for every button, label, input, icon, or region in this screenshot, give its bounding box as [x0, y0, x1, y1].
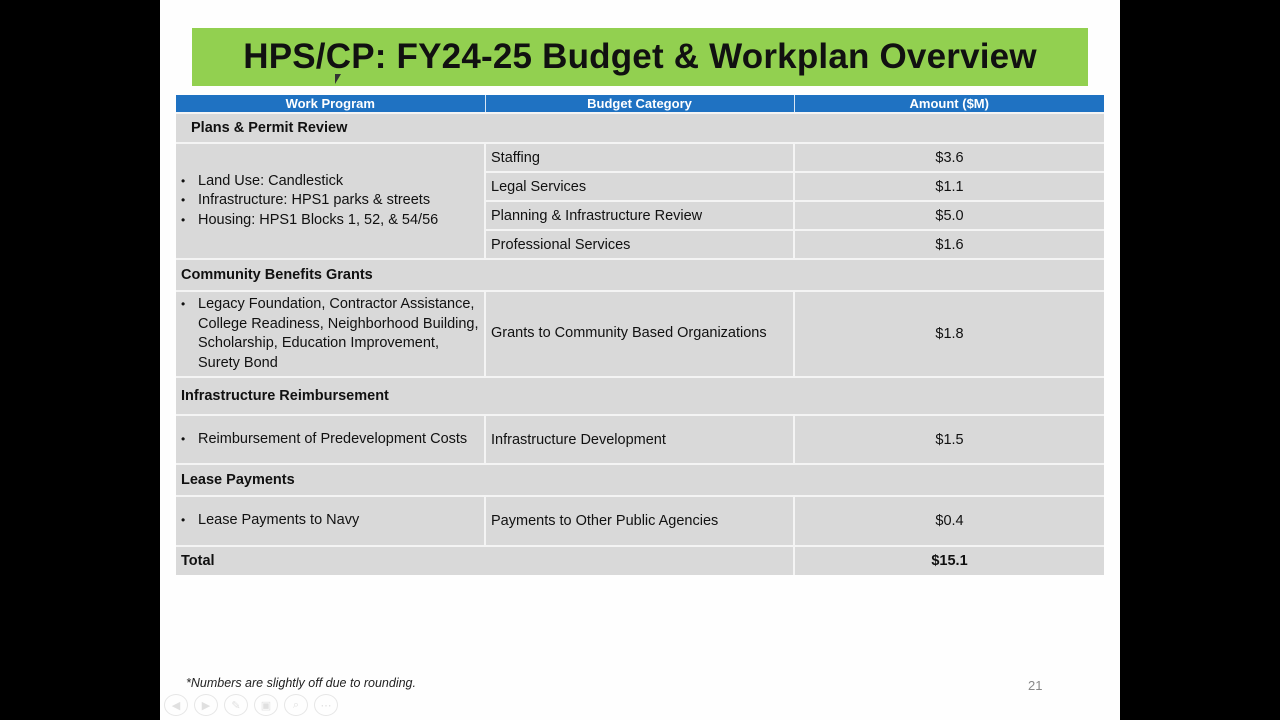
pen-icon[interactable]: ✎ — [224, 694, 248, 716]
total-row — [176, 546, 1104, 575]
work-program-cell — [176, 291, 485, 377]
header-work-program: Work Program — [176, 95, 485, 113]
table-row — [176, 496, 1104, 546]
section-row — [176, 464, 1104, 496]
table-row — [176, 143, 1104, 172]
presenter-controls — [164, 694, 338, 716]
work-program-cell — [176, 415, 485, 464]
category-cell: Infrastructure Development — [485, 415, 794, 464]
rounding-footnote: *Numbers are slightly off due to rounding. — [186, 676, 416, 690]
work-item: • Infrastructure: HPS1 parks & streets — [181, 191, 479, 211]
previous-icon[interactable]: ◀ — [164, 694, 188, 716]
zoom-icon[interactable]: ⌕ — [284, 694, 308, 716]
more-options-icon[interactable]: ⋯ — [314, 694, 338, 716]
section-title: Plans & Permit Review — [176, 113, 1104, 143]
slides-grid-icon[interactable]: ▣ — [254, 694, 278, 716]
category-cell: Planning & Infrastructure Review — [485, 201, 794, 230]
amount-cell: $1.8 — [794, 291, 1104, 377]
section-row — [176, 113, 1104, 143]
table-header-row — [176, 95, 1104, 113]
category-cell: Payments to Other Public Agencies — [485, 496, 794, 546]
section-title: Infrastructure Reimbursement — [176, 377, 1104, 415]
header-amount: Amount ($M) — [794, 95, 1104, 113]
total-amount: $15.1 — [794, 546, 1104, 575]
work-item: • Land Use: Candlestick — [181, 172, 479, 192]
work-program-cell — [176, 496, 485, 546]
header-budget-category: Budget Category — [485, 95, 794, 113]
next-icon[interactable]: ▶ — [194, 694, 218, 716]
section-row — [176, 377, 1104, 415]
mouse-cursor-icon — [335, 74, 341, 84]
section-title: Community Benefits Grants — [176, 259, 1104, 291]
slide — [160, 0, 1120, 720]
section-row — [176, 259, 1104, 291]
category-cell: Legal Services — [485, 172, 794, 201]
work-item: • Lease Payments to Navy — [181, 511, 479, 531]
work-item: • Housing: HPS1 Blocks 1, 52, & 54/56 — [181, 211, 479, 231]
amount-cell: $3.6 — [794, 143, 1104, 172]
amount-cell: $1.5 — [794, 415, 1104, 464]
slide-title: HPS/CP: FY24-25 Budget & Workplan Overview — [243, 37, 1037, 76]
title-banner — [192, 28, 1088, 86]
amount-cell: $0.4 — [794, 496, 1104, 546]
work-program-cell — [176, 143, 485, 259]
amount-cell: $1.1 — [794, 172, 1104, 201]
budget-table — [176, 95, 1104, 575]
table-row — [176, 415, 1104, 464]
page-number: 21 — [1028, 678, 1043, 693]
amount-cell: $5.0 — [794, 201, 1104, 230]
work-item: • Legacy Foundation, Contractor Assistance, College Readiness, Neighborhood Building, Scholarship, Education Improvement, Surety Bond — [181, 295, 479, 373]
category-cell: Staffing — [485, 143, 794, 172]
work-item: • Reimbursement of Predevelopment Costs — [181, 430, 479, 450]
table-row — [176, 291, 1104, 377]
category-cell: Grants to Community Based Organizations — [485, 291, 794, 377]
amount-cell: $1.6 — [794, 230, 1104, 259]
category-cell: Professional Services — [485, 230, 794, 259]
section-title: Lease Payments — [176, 464, 1104, 496]
total-label: Total — [176, 546, 794, 575]
